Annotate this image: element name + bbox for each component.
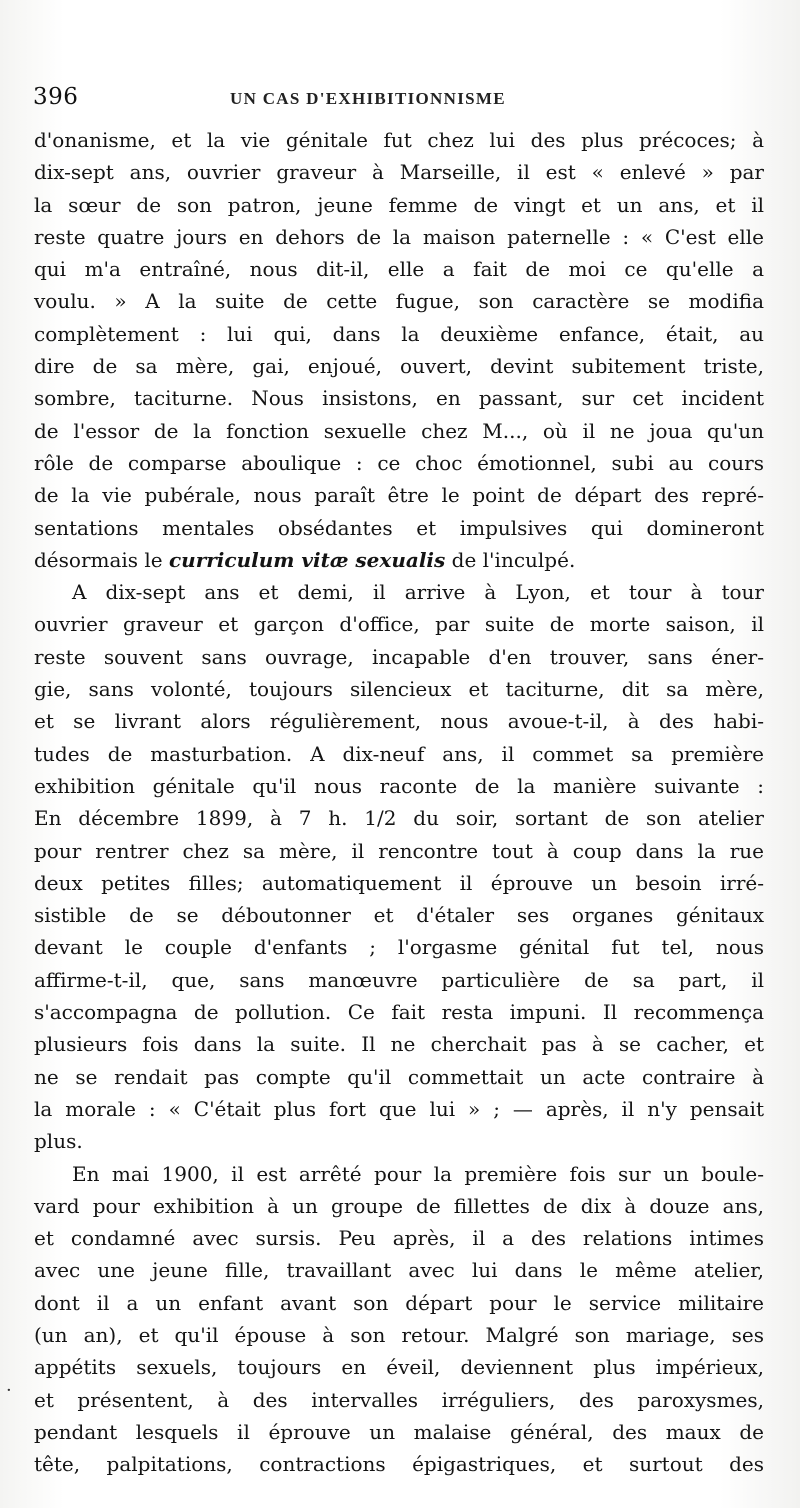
paragraph-end-line: plus.: [34, 1129, 83, 1154]
text-line: plusieurs fois dans la suite. Il ne cherchait pas à se cacher, et: [34, 1032, 764, 1057]
paragraph-start-line: A dix-sept ans et demi, il arrive à Lyon, et tour à tour: [72, 580, 764, 605]
text-line: affirme-t-il, que, sans manœuvre particulière de sa part, il: [34, 967, 764, 992]
text-line: reste souvent sans ouvrage, incapable d'en trouver, sans éner-: [34, 644, 764, 669]
text-line: et présentent, à des intervalles irréguliers, des paroxysmes,: [34, 1387, 764, 1412]
text-line: la sœur de son patron, jeune femme de vingt et un ans, et il: [34, 192, 764, 217]
text-line: s'accompagna de pollution. Ce fait resta impuni. Il recommença: [34, 1000, 764, 1025]
text-line: pendant lesquels il éprouve un malaise général, des maux de: [34, 1419, 764, 1444]
margin-mark: ·: [6, 1380, 12, 1401]
italic-phrase: curriculum vitæ sexualis: [169, 547, 446, 572]
text-segment: désormais le: [34, 547, 169, 572]
text-line: ouvrier graveur et garçon d'office, par suite de morte saison, il: [34, 612, 764, 637]
text-line: voulu. » A la suite de cette fugue, son caractère se modifia: [34, 289, 764, 314]
paragraph-end-line: [34, 544, 764, 576]
text-line: qui m'a entraîné, nous dit-il, elle a fait de moi ce qu'elle a: [34, 257, 764, 282]
text-segment: de l'inculpé.: [445, 547, 576, 572]
text-line: dire de sa mère, gai, enjoué, ouvert, devint subitement triste,: [34, 354, 764, 379]
text-line: sentations mentales obsédantes et impulsives qui domineront: [34, 515, 764, 540]
text-line: d'onanisme, et la vie génitale fut chez lui des plus précoces; à: [34, 128, 764, 152]
text-line: de la vie pubérale, nous paraît être le point de départ des repré-: [34, 483, 764, 508]
text-line: appétits sexuels, toujours en éveil, deviennent plus impérieux,: [34, 1355, 764, 1380]
text-line: (un an), et qu'il épouse à son retour. Malgré son mariage, ses: [34, 1322, 764, 1347]
text-line: avec une jeune fille, travaillant avec lui dans le même atelier,: [34, 1258, 764, 1283]
text-line: et se livrant alors régulièrement, nous avoue-t-il, à des habi-: [34, 709, 764, 734]
text-line: reste quatre jours en dehors de la maison paternelle : « C'est elle: [34, 224, 764, 249]
text-line: sistible de se déboutonner et d'étaler ses organes génitaux: [34, 903, 764, 928]
text-line: gie, sans volonté, toujours silencieux et taciturne, dit sa mère,: [34, 677, 764, 702]
text-line: devant le couple d'enfants ; l'orgasme génital fut tel, nous: [34, 935, 764, 960]
text-line: deux petites filles; automatiquement il éprouve un besoin irré-: [34, 870, 764, 895]
text-line: ne se rendait pas compte qu'il commettait un acte contraire à: [34, 1064, 764, 1089]
text-line: En décembre 1899, à 7 h. 1/2 du soir, sortant de son atelier: [34, 806, 764, 831]
text-line: exhibition génitale qu'il nous raconte de la manière suivante :: [34, 773, 764, 798]
text-line: tudes de masturbation. A dix-neuf ans, il commet sa première: [34, 741, 764, 766]
paragraph-start-line: En mai 1900, il est arrêté pour la première fois sur un boule-: [72, 1161, 764, 1186]
text-line: pour rentrer chez sa mère, il rencontre tout à coup dans la rue: [34, 838, 764, 863]
text-line: dix-sept ans, ouvrier graveur à Marseille, il est « enlevé » par: [34, 160, 764, 185]
page-number: 396: [33, 84, 79, 110]
text-line: dont il a un enfant avant son départ pour le service militaire: [34, 1290, 764, 1315]
running-title: UN CAS D'EXHIBITIONNISME: [230, 89, 506, 108]
text-line: et condamné avec sursis. Peu après, il a des relations intimes: [34, 1226, 764, 1251]
text-line: tête, palpitations, contractions épigastriques, et surtout des: [34, 1452, 764, 1477]
body-text: [34, 124, 764, 1480]
text-line: complètement : lui qui, dans la deuxième enfance, était, au: [34, 321, 764, 346]
text-line: rôle de comparse aboulique : ce choc émotionnel, subi au cours: [34, 450, 764, 475]
text-line: de l'essor de la fonction sexuelle chez M..., où il ne joua qu'un: [34, 418, 764, 443]
text-line: sombre, taciturne. Nous insistons, en passant, sur cet incident: [34, 386, 764, 411]
text-line: vard pour exhibition à un groupe de fillettes de dix à douze ans,: [34, 1193, 764, 1218]
text-line: la morale : « C'était plus fort que lui » ; — après, il n'y pensait: [34, 1096, 764, 1121]
